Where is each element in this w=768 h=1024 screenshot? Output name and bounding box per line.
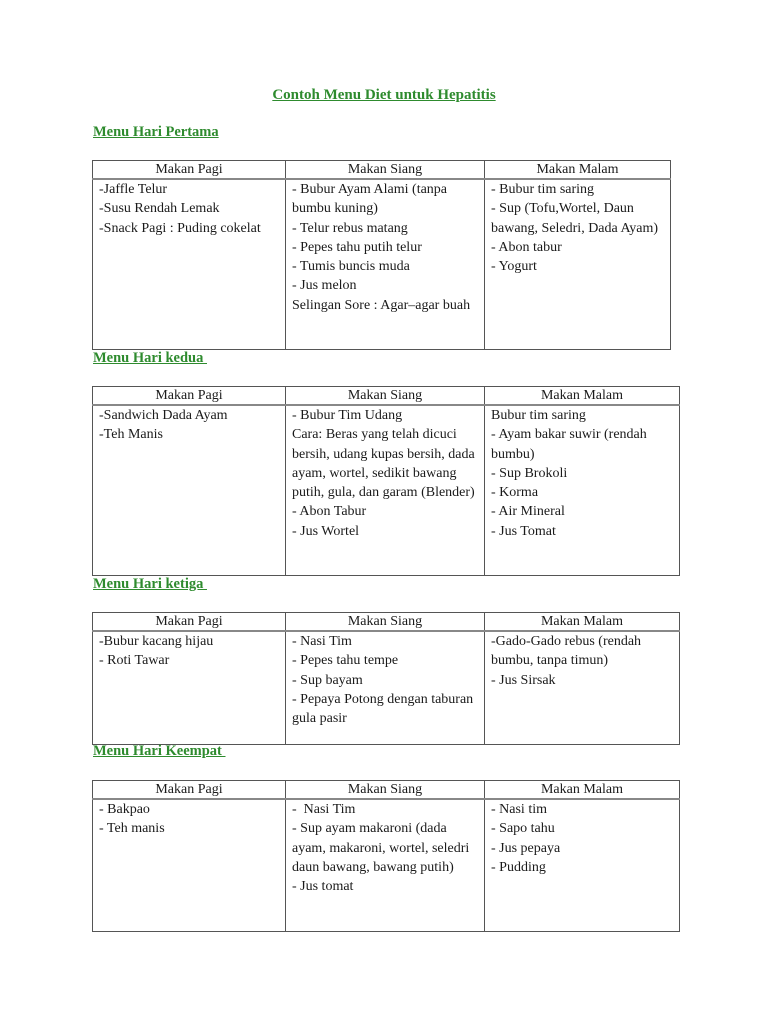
menu-item: - Pudding [491,859,546,875]
cell-siang [286,631,485,744]
header-makan-siang: Makan Siang [286,161,485,180]
menu-item: -Snack Pagi : Puding cokelat [99,220,261,236]
cell-pagi [93,631,286,744]
table-row [93,631,680,744]
header-makan-malam: Makan Malam [485,387,680,406]
document-title: Contoh Menu Diet untuk Hepatitis [272,87,496,103]
menu-item: - Jus Sirsak [491,672,556,688]
table-header-row [93,781,680,800]
cell-malam [485,179,671,349]
day-2-menu-table [92,386,680,576]
cell-pagi [93,179,286,349]
header-makan-pagi: Makan Pagi [93,781,286,800]
menu-item: Bubur tim saring [491,408,586,423]
day-3-menu-table [92,612,680,745]
menu-item: - Korma [491,485,539,501]
menu-item: -Jaffle Telur [99,182,168,197]
menu-item: -Sandwich Dada Ayam [99,408,228,423]
cell-malam [485,799,680,931]
day-3-heading: Menu Hari ketiga [93,576,207,592]
menu-item: - Ayam bakar suwir (rendah bumbu) [491,427,647,462]
menu-item: - Roti Tawar [99,653,170,669]
header-makan-pagi: Makan Pagi [93,613,286,632]
menu-item: - Jus Tomat [491,523,556,539]
menu-item: - Abon tabur [491,239,562,255]
header-makan-malam: Makan Malam [485,161,671,180]
menu-item: - Jus pepaya [491,840,561,856]
menu-item: -Bubur kacang hijau [99,634,214,649]
header-makan-siang: Makan Siang [286,781,485,800]
menu-item: - Bakpao [99,802,150,817]
menu-item: - Abon Tabur [292,504,367,520]
header-makan-malam: Makan Malam [485,613,680,632]
cell-siang [286,405,485,575]
cell-siang [286,799,485,931]
menu-item: - Jus melon [292,278,357,294]
cell-siang [286,179,485,349]
menu-item: - Bubur tim saring [491,182,595,197]
menu-item: Selingan Sore : Agar–agar buah [292,297,471,313]
table-header-row [93,161,671,180]
menu-item: - Telur rebus matang [292,220,408,236]
menu-item: Cara: Beras yang telah dicuci bersih, udang kupas bersih, dada ayam, wortel, sedikit bawang putih, gula, dan garam (Blender) [292,427,475,501]
header-makan-malam: Makan Malam [485,781,680,800]
menu-item: - Sapo tahu [491,821,555,837]
menu-item: - Sup bayam [292,672,363,688]
cell-malam [485,631,680,744]
menu-item: - Jus tomat [292,879,354,895]
menu-item: - Pepes tahu putih telur [292,239,422,255]
menu-item: - Yogurt [491,259,537,275]
cell-pagi [93,799,286,931]
menu-item: - Pepaya Potong dengan taburan gula pasir [292,691,474,727]
menu-item: - Bubur Tim Udang [292,408,403,423]
menu-item: - Tumis buncis muda [292,259,410,275]
menu-item: - Nasi Tim [292,802,356,817]
day-4-menu-table [92,780,680,932]
day-1-heading: Menu Hari Pertama [93,124,219,140]
cell-pagi [93,405,286,575]
menu-item: -Gado-Gado rebus (rendah bumbu, tanpa timun) [491,634,642,669]
menu-item: - Jus Wortel [292,523,360,539]
cell-malam [485,405,680,575]
day-4-heading: Menu Hari Keempat [93,743,226,759]
menu-item: - Sup Brokoli [491,465,568,481]
menu-item: - Air Mineral [491,504,565,520]
table-header-row [93,613,680,632]
menu-item: -Susu Rendah Lemak [99,201,220,217]
header-makan-pagi: Makan Pagi [93,387,286,406]
table-row [93,179,671,349]
table-row [93,405,680,575]
table-row [93,799,680,931]
header-makan-pagi: Makan Pagi [93,161,286,180]
menu-item: - Teh manis [99,821,165,837]
table-header-row [93,387,680,406]
menu-item: - Sup ayam makaroni (dada ayam, makaroni, wortel, seledri daun bawang, bawang putih) [292,821,470,875]
header-makan-siang: Makan Siang [286,387,485,406]
menu-item: - Bubur Ayam Alami (tanpa bumbu kuning) [292,182,448,217]
day-2-heading: Menu Hari kedua [93,350,207,366]
menu-item: - Nasi tim [491,802,547,817]
header-makan-siang: Makan Siang [286,613,485,632]
day-1-menu-table [92,160,671,350]
menu-item: - Nasi Tim [292,634,352,649]
menu-item: -Teh Manis [99,427,163,443]
menu-item: - Pepes tahu tempe [292,653,399,669]
menu-item: - Sup (Tofu,Wortel, Daun bawang, Seledri, Dada Ayam) [491,201,659,236]
